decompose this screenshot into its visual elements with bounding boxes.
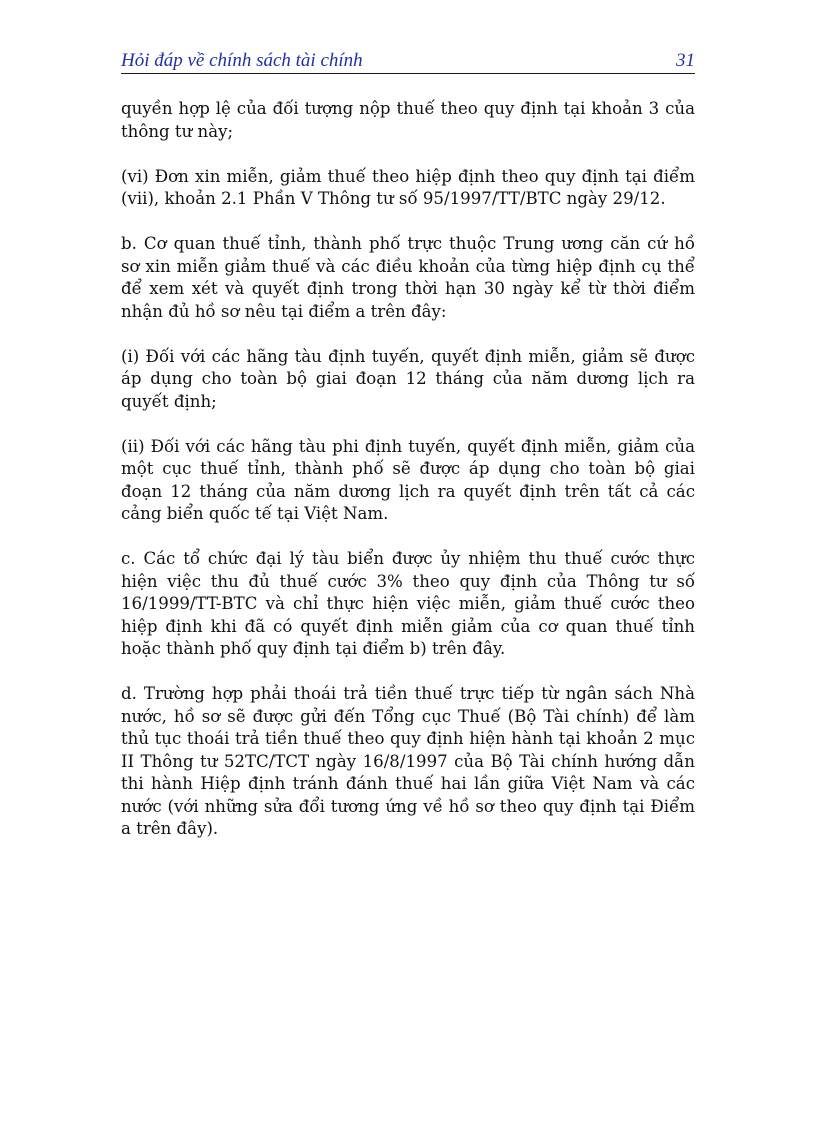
paragraph-item-i: (i) Đối với các hãng tàu định tuyến, quyết định miễn, giảm sẽ được áp dụng cho toàn bộ giai đoạn 12 tháng của năm dương lịch ra quyết định; [121, 346, 695, 411]
paragraph-section-c: c. Các tổ chức đại lý tàu biển được ủy nhiệm thu thuế cước thực hiện việc thu đủ thuế cước 3% theo quy định của Thông tư số 16/1999/TT-BTC và chỉ thực hiện việc miễn, giảm thuế cước theo hiệp định khi đã có quyết định miễn giảm của cơ quan thuế tỉnh hoặc thành phố quy định tại điểm b) trên đây. [121, 549, 695, 658]
document-body [121, 98, 695, 863]
paragraph-item-ii: (ii) Đối với các hãng tàu phi định tuyến, quyết định miễn, giảm của một cục thuế tỉnh, thành phố sẽ được áp dụng cho toàn bộ giai đoạn 12 tháng của năm dương lịch ra quyết định trên tất cả các cảng biển quốc tế tại Việt Nam. [121, 436, 695, 523]
paragraph-continuation: quyền hợp lệ của đối tượng nộp thuế theo quy định tại khoản 3 của thông tư này; [121, 99, 695, 141]
paragraph-section-b: b. Cơ quan thuế tỉnh, thành phố trực thuộc Trung ương căn cứ hồ sơ xin miễn giảm thuế và các điều khoản của từng hiệp định cụ thể để xem xét và quyết định trong thời hạn 30 ngày kể từ thời điểm nhận đủ hồ sơ nêu tại điểm a trên đây: [121, 234, 695, 321]
page-number: 31 [676, 50, 695, 71]
running-title: Hỏi đáp về chính sách tài chính [121, 50, 363, 71]
paragraph-section-d: d. Trường hợp phải thoái trả tiền thuế trực tiếp từ ngân sách Nhà nước, hồ sơ sẽ được gửi đến Tổng cục Thuế (Bộ Tài chính) để làm thủ tục thoái trả tiền thuế theo quy định hiện hành tại khoản 2 mục II Thông tư 52TC/TCT ngày 16/8/1997 của Bộ Tài chính hướng dẫn thi hành Hiệp định tránh đánh thuế hai lần giữa Việt Nam và các nước (với những sửa đổi tương ứng về hồ sơ theo quy định tại Điểm a trên đây). [121, 684, 695, 838]
paragraph-item-vi: (vi) Đơn xin miễn, giảm thuế theo hiệp định theo quy định tại điểm (vii), khoản 2.1 Phần V Thông tư số 95/1997/TT/BTC ngày 29/12. [121, 166, 695, 208]
page-header [121, 48, 695, 74]
